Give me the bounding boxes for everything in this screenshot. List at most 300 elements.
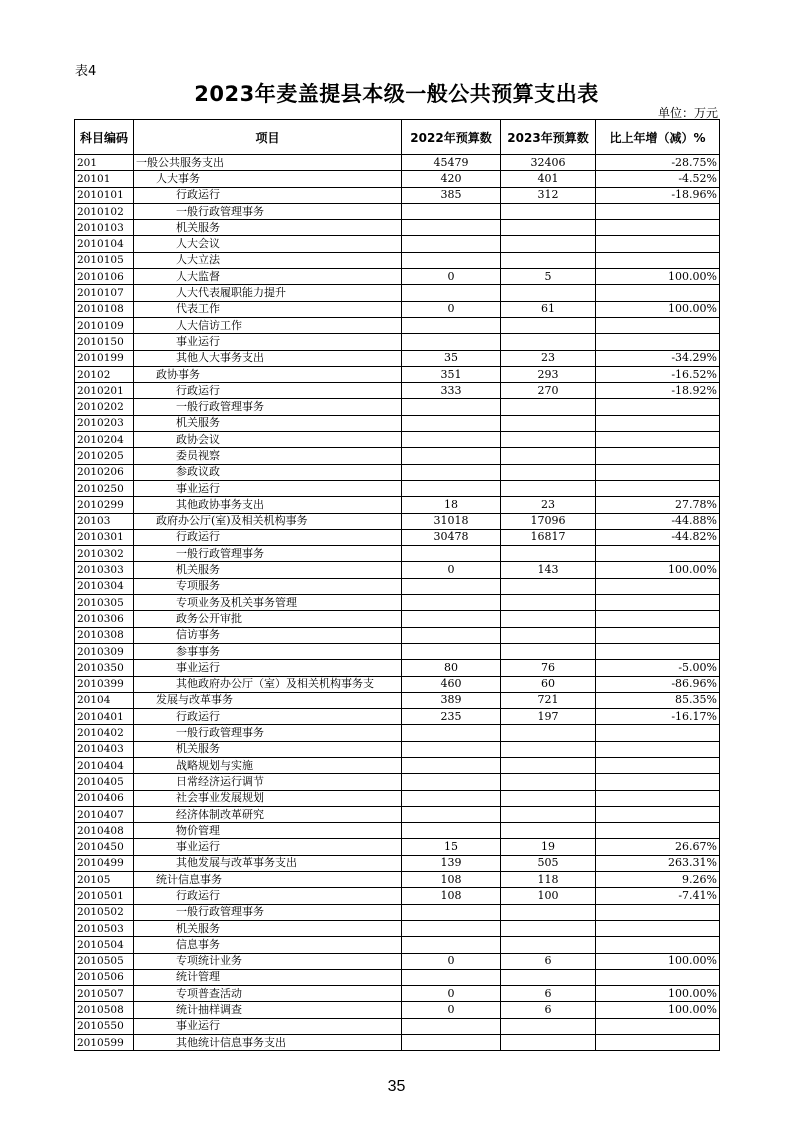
change-percent-cell <box>596 643 720 659</box>
item-cell: 政务公开审批 <box>134 611 402 627</box>
table-row <box>75 171 720 187</box>
item-cell: 行政运行 <box>134 888 402 904</box>
code-cell: 2010103 <box>75 220 134 236</box>
code-cell: 2010101 <box>75 187 134 203</box>
code-cell: 2010107 <box>75 285 134 301</box>
budget-2023-cell: 143 <box>501 562 596 578</box>
budget-2022-cell <box>402 285 501 301</box>
item-cell: 统计信息事务 <box>134 872 402 888</box>
budget-2022-cell <box>402 236 501 252</box>
budget-2023-cell <box>501 725 596 741</box>
budget-2022-cell <box>402 1035 501 1051</box>
table-row <box>75 660 720 676</box>
code-cell: 2010403 <box>75 741 134 757</box>
change-percent-cell <box>596 823 720 839</box>
item-cell: 一般行政管理事务 <box>134 399 402 415</box>
budget-2022-cell <box>402 969 501 985</box>
item-cell: 行政运行 <box>134 383 402 399</box>
budget-2023-cell: 721 <box>501 692 596 708</box>
code-cell: 20103 <box>75 513 134 529</box>
budget-2022-cell: 18 <box>402 497 501 513</box>
change-percent-cell <box>596 904 720 920</box>
change-percent-cell: 85.35% <box>596 692 720 708</box>
code-cell: 2010499 <box>75 855 134 871</box>
table-row <box>75 1018 720 1034</box>
change-percent-cell <box>596 480 720 496</box>
budget-2022-cell: 235 <box>402 709 501 725</box>
code-cell: 2010204 <box>75 432 134 448</box>
table-row <box>75 546 720 562</box>
budget-2022-cell <box>402 937 501 953</box>
code-cell: 2010407 <box>75 806 134 822</box>
item-cell: 机关服务 <box>134 562 402 578</box>
table-row <box>75 220 720 236</box>
header-2023-budget: 2023年预算数 <box>501 120 596 155</box>
budget-2022-cell <box>402 464 501 480</box>
item-cell: 事业运行 <box>134 839 402 855</box>
table-row <box>75 399 720 415</box>
table-row <box>75 969 720 985</box>
change-percent-cell: -34.29% <box>596 350 720 366</box>
budget-2023-cell <box>501 578 596 594</box>
budget-2022-cell: 0 <box>402 986 501 1002</box>
budget-2022-cell <box>402 399 501 415</box>
change-percent-cell: 100.00% <box>596 269 720 285</box>
change-percent-cell <box>596 464 720 480</box>
budget-2023-cell: 6 <box>501 986 596 1002</box>
table-row <box>75 301 720 317</box>
item-cell: 事业运行 <box>134 334 402 350</box>
budget-2022-cell: 351 <box>402 366 501 382</box>
budget-2022-cell <box>402 725 501 741</box>
budget-2022-cell <box>402 415 501 431</box>
table-row <box>75 415 720 431</box>
code-cell: 2010505 <box>75 953 134 969</box>
table-row <box>75 611 720 627</box>
change-percent-cell <box>596 578 720 594</box>
code-cell: 20101 <box>75 171 134 187</box>
item-cell: 事业运行 <box>134 1018 402 1034</box>
budget-2022-cell: 0 <box>402 562 501 578</box>
table-row <box>75 872 720 888</box>
change-percent-cell <box>596 627 720 643</box>
change-percent-cell <box>596 937 720 953</box>
table-row <box>75 562 720 578</box>
budget-2023-cell: 23 <box>501 497 596 513</box>
code-cell: 2010301 <box>75 529 134 545</box>
budget-2023-cell <box>501 969 596 985</box>
budget-2022-cell <box>402 334 501 350</box>
change-percent-cell <box>596 757 720 773</box>
item-cell: 机关服务 <box>134 415 402 431</box>
table-row <box>75 904 720 920</box>
table-row <box>75 366 720 382</box>
budget-2023-cell: 61 <box>501 301 596 317</box>
budget-2022-cell: 30478 <box>402 529 501 545</box>
change-percent-cell <box>596 806 720 822</box>
table-row <box>75 334 720 350</box>
budget-2022-cell <box>402 203 501 219</box>
item-cell: 代表工作 <box>134 301 402 317</box>
code-cell: 2010202 <box>75 399 134 415</box>
code-cell: 2010405 <box>75 774 134 790</box>
table-row <box>75 937 720 953</box>
code-cell: 2010104 <box>75 236 134 252</box>
item-cell: 专项业务及机关事务管理 <box>134 595 402 611</box>
budget-2023-cell <box>501 611 596 627</box>
budget-2022-cell <box>402 1018 501 1034</box>
table-row <box>75 1035 720 1051</box>
item-cell: 发展与改革事务 <box>134 692 402 708</box>
change-percent-cell <box>596 546 720 562</box>
change-percent-cell: -44.82% <box>596 529 720 545</box>
budget-2022-cell <box>402 252 501 268</box>
change-percent-cell <box>596 920 720 936</box>
item-cell: 经济体制改革研究 <box>134 806 402 822</box>
change-percent-cell: -86.96% <box>596 676 720 692</box>
item-cell: 一般行政管理事务 <box>134 203 402 219</box>
budget-2023-cell <box>501 937 596 953</box>
budget-2023-cell <box>501 317 596 333</box>
item-cell: 战略规划与实施 <box>134 757 402 773</box>
table-row <box>75 725 720 741</box>
item-cell: 行政运行 <box>134 187 402 203</box>
code-cell: 2010102 <box>75 203 134 219</box>
table-row <box>75 709 720 725</box>
budget-2023-cell <box>501 252 596 268</box>
code-cell: 2010401 <box>75 709 134 725</box>
code-cell: 2010305 <box>75 595 134 611</box>
change-percent-cell <box>596 774 720 790</box>
table-row <box>75 252 720 268</box>
budget-2023-cell: 293 <box>501 366 596 382</box>
budget-2022-cell <box>402 790 501 806</box>
budget-2022-cell <box>402 317 501 333</box>
code-cell: 20104 <box>75 692 134 708</box>
code-cell: 2010507 <box>75 986 134 1002</box>
change-percent-cell <box>596 415 720 431</box>
table-row <box>75 643 720 659</box>
code-cell: 2010501 <box>75 888 134 904</box>
table-row <box>75 480 720 496</box>
item-cell: 信息事务 <box>134 937 402 953</box>
item-cell: 其他人大事务支出 <box>134 350 402 366</box>
budget-2023-cell <box>501 448 596 464</box>
table-row <box>75 920 720 936</box>
table-label: 表4 <box>75 64 97 79</box>
item-cell: 政府办公厅(室)及相关机构事务 <box>134 513 402 529</box>
budget-2022-cell <box>402 432 501 448</box>
code-cell: 2010506 <box>75 969 134 985</box>
budget-2023-cell <box>501 236 596 252</box>
code-cell: 2010203 <box>75 415 134 431</box>
code-cell: 2010508 <box>75 1002 134 1018</box>
budget-2023-cell <box>501 904 596 920</box>
change-percent-cell: 100.00% <box>596 953 720 969</box>
item-cell: 统计抽样调查 <box>134 1002 402 1018</box>
item-cell: 人大信访工作 <box>134 317 402 333</box>
item-cell: 事业运行 <box>134 480 402 496</box>
budget-2022-cell: 108 <box>402 888 501 904</box>
change-percent-cell: -28.75% <box>596 155 720 171</box>
table-row <box>75 497 720 513</box>
code-cell: 2010306 <box>75 611 134 627</box>
item-cell: 一般行政管理事务 <box>134 725 402 741</box>
budget-2023-cell: 23 <box>501 350 596 366</box>
table-row <box>75 839 720 855</box>
code-cell: 2010299 <box>75 497 134 513</box>
budget-2023-cell <box>501 627 596 643</box>
budget-2023-cell <box>501 285 596 301</box>
table-header-row <box>75 120 720 155</box>
item-cell: 参事事务 <box>134 643 402 659</box>
table-row <box>75 757 720 773</box>
header-item: 项目 <box>134 120 402 155</box>
code-cell: 2010502 <box>75 904 134 920</box>
table-row <box>75 529 720 545</box>
budget-2023-cell <box>501 203 596 219</box>
budget-2023-cell <box>501 806 596 822</box>
budget-2023-cell: 312 <box>501 187 596 203</box>
budget-2023-cell <box>501 757 596 773</box>
budget-2023-cell: 401 <box>501 171 596 187</box>
item-cell: 专项普查活动 <box>134 986 402 1002</box>
item-cell: 机关服务 <box>134 741 402 757</box>
item-cell: 委员视察 <box>134 448 402 464</box>
change-percent-cell <box>596 220 720 236</box>
change-percent-cell: -5.00% <box>596 660 720 676</box>
code-cell: 2010304 <box>75 578 134 594</box>
budget-2022-cell <box>402 595 501 611</box>
table-row <box>75 855 720 871</box>
budget-2023-cell: 6 <box>501 953 596 969</box>
budget-2022-cell: 0 <box>402 269 501 285</box>
change-percent-cell <box>596 432 720 448</box>
budget-2022-cell: 389 <box>402 692 501 708</box>
code-cell: 2010408 <box>75 823 134 839</box>
item-cell: 事业运行 <box>134 660 402 676</box>
code-cell: 201 <box>75 155 134 171</box>
table-row <box>75 806 720 822</box>
item-cell: 其他政协事务支出 <box>134 497 402 513</box>
code-cell: 2010503 <box>75 920 134 936</box>
budget-2022-cell: 420 <box>402 171 501 187</box>
item-cell: 日常经济运行调节 <box>134 774 402 790</box>
item-cell: 一般行政管理事务 <box>134 546 402 562</box>
header-code: 科目编码 <box>75 120 134 155</box>
table-row <box>75 774 720 790</box>
budget-table <box>74 119 720 1051</box>
change-percent-cell: 9.26% <box>596 872 720 888</box>
item-cell: 信访事务 <box>134 627 402 643</box>
budget-2023-cell <box>501 790 596 806</box>
change-percent-cell <box>596 595 720 611</box>
table-row <box>75 627 720 643</box>
budget-2022-cell <box>402 904 501 920</box>
change-percent-cell <box>596 236 720 252</box>
code-cell: 2010309 <box>75 643 134 659</box>
code-cell: 20102 <box>75 366 134 382</box>
table-row <box>75 432 720 448</box>
table-row <box>75 595 720 611</box>
change-percent-cell: -16.52% <box>596 366 720 382</box>
code-cell: 2010109 <box>75 317 134 333</box>
budget-2022-cell: 333 <box>402 383 501 399</box>
item-cell: 人大事务 <box>134 171 402 187</box>
item-cell: 机关服务 <box>134 220 402 236</box>
code-cell: 2010350 <box>75 660 134 676</box>
table-row <box>75 155 720 171</box>
page-number: 35 <box>387 1078 406 1095</box>
budget-2023-cell <box>501 1035 596 1051</box>
item-cell: 政协事务 <box>134 366 402 382</box>
change-percent-cell <box>596 448 720 464</box>
table-row <box>75 203 720 219</box>
code-cell: 2010108 <box>75 301 134 317</box>
budget-2023-cell <box>501 399 596 415</box>
code-cell: 2010106 <box>75 269 134 285</box>
table-row <box>75 464 720 480</box>
change-percent-cell <box>596 725 720 741</box>
budget-2023-cell: 6 <box>501 1002 596 1018</box>
table-row <box>75 350 720 366</box>
table-row <box>75 741 720 757</box>
budget-2023-cell <box>501 1018 596 1034</box>
budget-2022-cell <box>402 741 501 757</box>
budget-2022-cell: 35 <box>402 350 501 366</box>
change-percent-cell <box>596 741 720 757</box>
code-cell: 2010450 <box>75 839 134 855</box>
table-row <box>75 953 720 969</box>
table-row <box>75 676 720 692</box>
budget-2022-cell <box>402 546 501 562</box>
item-cell: 其他统计信息事务支出 <box>134 1035 402 1051</box>
change-percent-cell <box>596 399 720 415</box>
budget-2023-cell <box>501 774 596 790</box>
budget-2022-cell <box>402 757 501 773</box>
budget-2023-cell: 270 <box>501 383 596 399</box>
unit-label: 单位：万元 <box>657 106 718 120</box>
budget-2022-cell <box>402 480 501 496</box>
table-body <box>75 155 720 1051</box>
change-percent-cell <box>596 285 720 301</box>
budget-2022-cell <box>402 448 501 464</box>
table-row <box>75 513 720 529</box>
budget-2023-cell <box>501 432 596 448</box>
header-2022-budget: 2022年预算数 <box>402 120 501 155</box>
table-row <box>75 692 720 708</box>
budget-2022-cell: 385 <box>402 187 501 203</box>
budget-2023-cell <box>501 480 596 496</box>
code-cell: 2010308 <box>75 627 134 643</box>
change-percent-cell <box>596 317 720 333</box>
budget-2023-cell: 60 <box>501 676 596 692</box>
change-percent-cell <box>596 252 720 268</box>
code-cell: 2010550 <box>75 1018 134 1034</box>
budget-2023-cell <box>501 220 596 236</box>
budget-2022-cell <box>402 611 501 627</box>
code-cell: 2010599 <box>75 1035 134 1051</box>
budget-2023-cell <box>501 595 596 611</box>
item-cell: 其他政府办公厅（室）及相关机构事务支 <box>134 676 402 692</box>
code-cell: 2010199 <box>75 350 134 366</box>
budget-2022-cell: 45479 <box>402 155 501 171</box>
item-cell: 行政运行 <box>134 529 402 545</box>
budget-2023-cell: 32406 <box>501 155 596 171</box>
budget-2023-cell <box>501 823 596 839</box>
item-cell: 社会事业发展规划 <box>134 790 402 806</box>
budget-2022-cell: 0 <box>402 953 501 969</box>
change-percent-cell: -44.88% <box>596 513 720 529</box>
budget-2023-cell <box>501 415 596 431</box>
budget-2023-cell <box>501 464 596 480</box>
change-percent-cell: 100.00% <box>596 986 720 1002</box>
budget-2023-cell: 100 <box>501 888 596 904</box>
code-cell: 2010206 <box>75 464 134 480</box>
table-row <box>75 383 720 399</box>
budget-2022-cell <box>402 578 501 594</box>
budget-2023-cell: 19 <box>501 839 596 855</box>
item-cell: 专项统计业务 <box>134 953 402 969</box>
change-percent-cell <box>596 1018 720 1034</box>
code-cell: 2010402 <box>75 725 134 741</box>
budget-2022-cell: 31018 <box>402 513 501 529</box>
budget-2023-cell <box>501 334 596 350</box>
change-percent-cell: 263.31% <box>596 855 720 871</box>
change-percent-cell <box>596 969 720 985</box>
item-cell: 人大立法 <box>134 252 402 268</box>
code-cell: 2010205 <box>75 448 134 464</box>
table-row <box>75 578 720 594</box>
budget-2022-cell <box>402 823 501 839</box>
budget-2022-cell <box>402 643 501 659</box>
budget-2022-cell: 460 <box>402 676 501 692</box>
budget-2023-cell: 5 <box>501 269 596 285</box>
change-percent-cell <box>596 1035 720 1051</box>
item-cell: 一般行政管理事务 <box>134 904 402 920</box>
table-row <box>75 888 720 904</box>
code-cell: 2010504 <box>75 937 134 953</box>
budget-2022-cell: 15 <box>402 839 501 855</box>
code-cell: 2010302 <box>75 546 134 562</box>
budget-2023-cell <box>501 920 596 936</box>
budget-2022-cell <box>402 220 501 236</box>
change-percent-cell <box>596 611 720 627</box>
table-row <box>75 236 720 252</box>
item-cell: 机关服务 <box>134 920 402 936</box>
budget-2022-cell <box>402 806 501 822</box>
table-row <box>75 448 720 464</box>
item-cell: 物价管理 <box>134 823 402 839</box>
budget-2022-cell <box>402 920 501 936</box>
change-percent-cell <box>596 790 720 806</box>
code-cell: 20105 <box>75 872 134 888</box>
item-cell: 参政议政 <box>134 464 402 480</box>
budget-2022-cell: 80 <box>402 660 501 676</box>
table-row <box>75 823 720 839</box>
code-cell: 2010105 <box>75 252 134 268</box>
table-row <box>75 1002 720 1018</box>
change-percent-cell: -18.96% <box>596 187 720 203</box>
code-cell: 2010150 <box>75 334 134 350</box>
code-cell: 2010303 <box>75 562 134 578</box>
item-cell: 人大会议 <box>134 236 402 252</box>
table-row <box>75 269 720 285</box>
budget-2022-cell: 0 <box>402 301 501 317</box>
item-cell: 专项服务 <box>134 578 402 594</box>
code-cell: 2010250 <box>75 480 134 496</box>
item-cell: 统计管理 <box>134 969 402 985</box>
